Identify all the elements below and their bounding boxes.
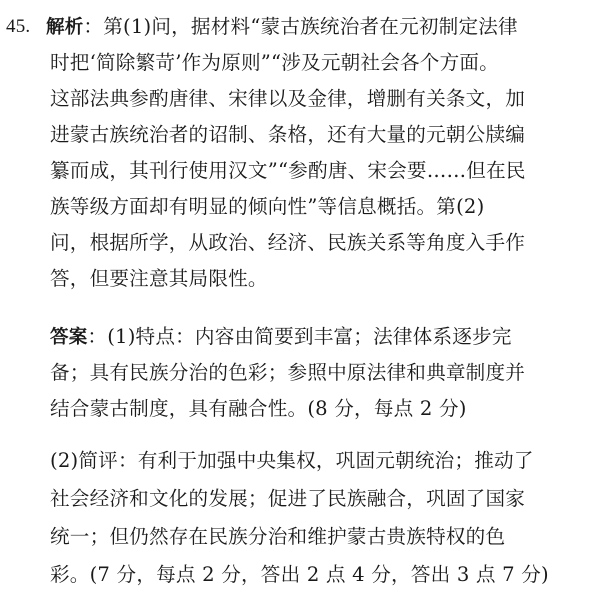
analysis-line-5 [0, 154, 611, 188]
answer-line-4 [0, 444, 611, 478]
analysis-first-line [46, 10, 518, 45]
analysis-text: 问，根据所学，从政治、经济、民族关系等角度入手作 [50, 231, 526, 254]
analysis-line-7 [0, 226, 611, 260]
answer-text: 统一；但仍然存在民族分治和维护蒙古贵族特权的色 [50, 525, 506, 548]
answer-label: 答案 [50, 327, 88, 348]
analysis-text: 族等级方面却有明显的倾向性”等信息概括。第(2) [50, 195, 485, 218]
answer-line-3 [0, 392, 611, 426]
answer-line-2 [0, 356, 611, 390]
answer-line-7 [0, 558, 611, 592]
analysis-text: ：第(1)问，据材料“蒙古族统治者在元初制定法律 [83, 15, 518, 38]
analysis-line-8 [0, 262, 611, 296]
analysis-text: 这部法典参酌唐律、宋律以及金律，增删有关条文，加 [50, 87, 526, 110]
answer-line-1 [0, 320, 611, 354]
answer-text: ：(1)特点：内容由简要到丰富；法律体系逐步完 [87, 325, 512, 348]
analysis-line-3 [0, 82, 611, 116]
analysis-text: 时把‘简除繁苛’作为原则”“涉及元朝社会各个方面。 [50, 51, 499, 74]
answer-text: 彩。(7 分，每点 2 分，答出 2 点 4 分，答出 3 点 7 分) [50, 563, 549, 586]
analysis-text: 进蒙古族统治者的诏制、条格，还有大量的元朝公牍编 [50, 123, 526, 146]
answer-text: 社会经济和文化的发展；促进了民族融合，巩固了国家 [50, 487, 526, 510]
analysis-line-6 [0, 190, 611, 224]
analysis-text: 纂而成，其刊行使用汉文”“参酌唐、宋会要……但在民 [50, 159, 526, 182]
analysis-label: 解析 [46, 17, 84, 38]
answer-text: 结合蒙古制度，具有融合性。(8 分，每点 2 分) [50, 397, 467, 420]
answer-line-5 [0, 482, 611, 516]
answer-first-line [50, 320, 512, 355]
analysis-text: 答，但要注意其局限性。 [50, 267, 268, 290]
analysis-line-2 [0, 46, 611, 80]
question-number: 45. [6, 16, 31, 37]
analysis-line-4 [0, 118, 611, 152]
answer-text: (2)简评：有利于加强中央集权，巩固元朝统治；推动了 [50, 449, 534, 472]
answer-line-6 [0, 520, 611, 554]
answer-text: 备；具有民族分治的色彩；参照中原法律和典章制度并 [50, 361, 526, 384]
analysis-line-1 [0, 10, 611, 44]
